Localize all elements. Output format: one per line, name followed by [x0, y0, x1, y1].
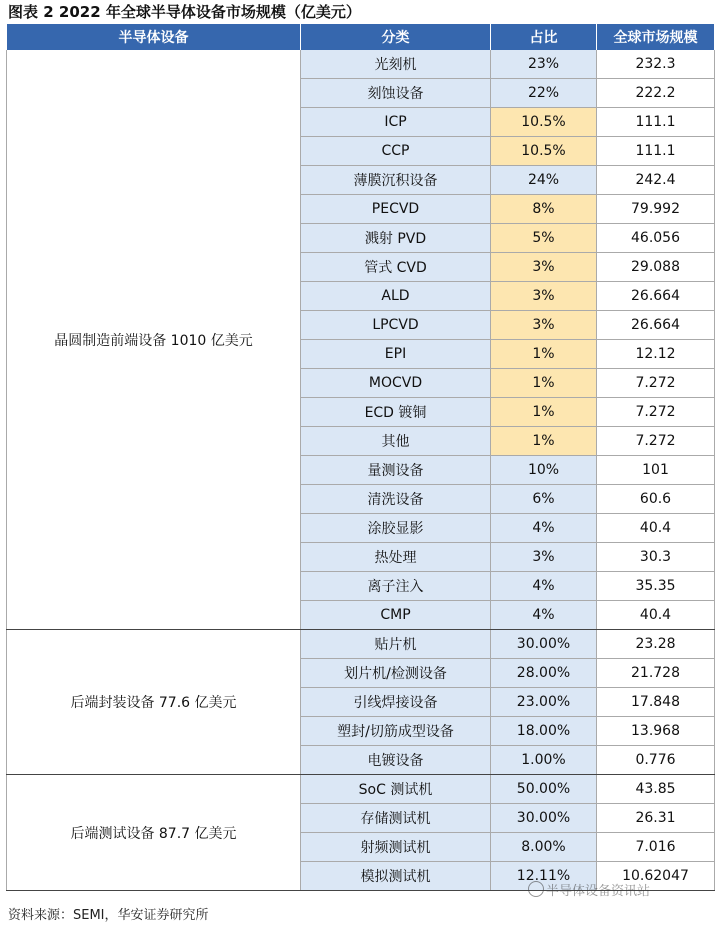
category-cell: CMP — [301, 601, 491, 630]
watermark-text: 半导体设备资讯站 — [546, 884, 651, 899]
share-cell: 50.00% — [491, 775, 597, 804]
share-cell: 4% — [491, 514, 597, 543]
category-cell: 引线焊接设备 — [301, 688, 491, 717]
share-cell: 12.11% — [491, 862, 597, 891]
category-cell: CCP — [301, 137, 491, 166]
table-header-row — [7, 24, 715, 50]
share-cell: 24% — [491, 166, 597, 195]
share-cell: 1% — [491, 427, 597, 456]
table-row — [7, 630, 715, 659]
category-cell: 划片机/检测设备 — [301, 659, 491, 688]
share-cell: 3% — [491, 282, 597, 311]
share-cell: 22% — [491, 79, 597, 108]
header-market-size: 全球市场规模 — [597, 24, 715, 50]
market-size-cell: 26.664 — [597, 282, 715, 311]
table-body — [7, 50, 715, 891]
group-label: 后端测试设备 87.7 亿美元 — [7, 775, 301, 891]
market-size-cell: 0.776 — [597, 746, 715, 775]
market-size-cell: 30.3 — [597, 543, 715, 572]
market-size-cell: 79.992 — [597, 195, 715, 224]
market-size-cell: 111.1 — [597, 137, 715, 166]
category-cell: EPI — [301, 340, 491, 369]
market-size-cell: 40.4 — [597, 514, 715, 543]
market-size-cell: 7.272 — [597, 369, 715, 398]
share-cell: 6% — [491, 485, 597, 514]
category-cell: ALD — [301, 282, 491, 311]
watermark — [528, 880, 714, 900]
market-size-cell: 46.056 — [597, 224, 715, 253]
market-size-cell: 222.2 — [597, 79, 715, 108]
market-size-cell: 111.1 — [597, 108, 715, 137]
category-cell: 清洗设备 — [301, 485, 491, 514]
share-cell: 23.00% — [491, 688, 597, 717]
category-cell: 刻蚀设备 — [301, 79, 491, 108]
market-size-cell: 101 — [597, 456, 715, 485]
share-cell: 30.00% — [491, 630, 597, 659]
group-label: 后端封装设备 77.6 亿美元 — [7, 630, 301, 775]
category-cell: 离子注入 — [301, 572, 491, 601]
share-cell: 1% — [491, 340, 597, 369]
header-category: 分类 — [301, 24, 491, 50]
market-size-cell: 26.664 — [597, 311, 715, 340]
market-size-cell: 7.272 — [597, 398, 715, 427]
share-cell: 8.00% — [491, 833, 597, 862]
category-cell: ICP — [301, 108, 491, 137]
category-cell: 模拟测试机 — [301, 862, 491, 891]
wechat-icon — [528, 881, 544, 897]
category-cell: 其他 — [301, 427, 491, 456]
figure-title: 图表 2 2022 年全球半导体设备市场规模（亿美元） — [8, 3, 361, 21]
market-size-cell: 10.62047 — [597, 862, 715, 891]
header-equipment: 半导体设备 — [7, 24, 301, 50]
group-label: 晶圆制造前端设备 1010 亿美元 — [7, 50, 301, 630]
category-cell: 薄膜沉积设备 — [301, 166, 491, 195]
market-size-cell: 60.6 — [597, 485, 715, 514]
share-cell: 30.00% — [491, 804, 597, 833]
share-cell: 3% — [491, 253, 597, 282]
equipment-market-table — [6, 24, 715, 891]
market-size-cell: 23.28 — [597, 630, 715, 659]
category-cell: LPCVD — [301, 311, 491, 340]
category-cell: 热处理 — [301, 543, 491, 572]
share-cell: 1.00% — [491, 746, 597, 775]
share-cell: 28.00% — [491, 659, 597, 688]
share-cell: 23% — [491, 50, 597, 79]
category-cell: PECVD — [301, 195, 491, 224]
source-note: 资料来源：SEMI，华安证券研究所 — [8, 908, 209, 923]
table-row — [7, 775, 715, 804]
category-cell: ECD 镀铜 — [301, 398, 491, 427]
share-cell: 8% — [491, 195, 597, 224]
market-size-cell: 43.85 — [597, 775, 715, 804]
category-cell: MOCVD — [301, 369, 491, 398]
category-cell: 射频测试机 — [301, 833, 491, 862]
market-size-cell: 26.31 — [597, 804, 715, 833]
table-row — [7, 50, 715, 79]
market-size-cell: 7.272 — [597, 427, 715, 456]
market-size-cell: 40.4 — [597, 601, 715, 630]
header-share: 占比 — [491, 24, 597, 50]
share-cell: 10% — [491, 456, 597, 485]
category-cell: 电镀设备 — [301, 746, 491, 775]
category-cell: 量测设备 — [301, 456, 491, 485]
share-cell: 18.00% — [491, 717, 597, 746]
category-cell: 存储测试机 — [301, 804, 491, 833]
share-cell: 1% — [491, 369, 597, 398]
market-size-cell: 21.728 — [597, 659, 715, 688]
share-cell: 3% — [491, 543, 597, 572]
market-size-cell: 35.35 — [597, 572, 715, 601]
market-size-cell: 12.12 — [597, 340, 715, 369]
category-cell: 光刻机 — [301, 50, 491, 79]
category-cell: 贴片机 — [301, 630, 491, 659]
category-cell: 涂胶显影 — [301, 514, 491, 543]
category-cell: 管式 CVD — [301, 253, 491, 282]
market-size-cell: 232.3 — [597, 50, 715, 79]
category-cell: 溅射 PVD — [301, 224, 491, 253]
share-cell: 3% — [491, 311, 597, 340]
market-size-cell: 7.016 — [597, 833, 715, 862]
category-cell: 塑封/切筋成型设备 — [301, 717, 491, 746]
market-size-cell: 242.4 — [597, 166, 715, 195]
category-cell: SoC 测试机 — [301, 775, 491, 804]
share-cell: 10.5% — [491, 108, 597, 137]
share-cell: 4% — [491, 601, 597, 630]
market-size-cell: 29.088 — [597, 253, 715, 282]
share-cell: 10.5% — [491, 137, 597, 166]
share-cell: 1% — [491, 398, 597, 427]
market-size-cell: 17.848 — [597, 688, 715, 717]
market-size-cell: 13.968 — [597, 717, 715, 746]
share-cell: 5% — [491, 224, 597, 253]
share-cell: 4% — [491, 572, 597, 601]
